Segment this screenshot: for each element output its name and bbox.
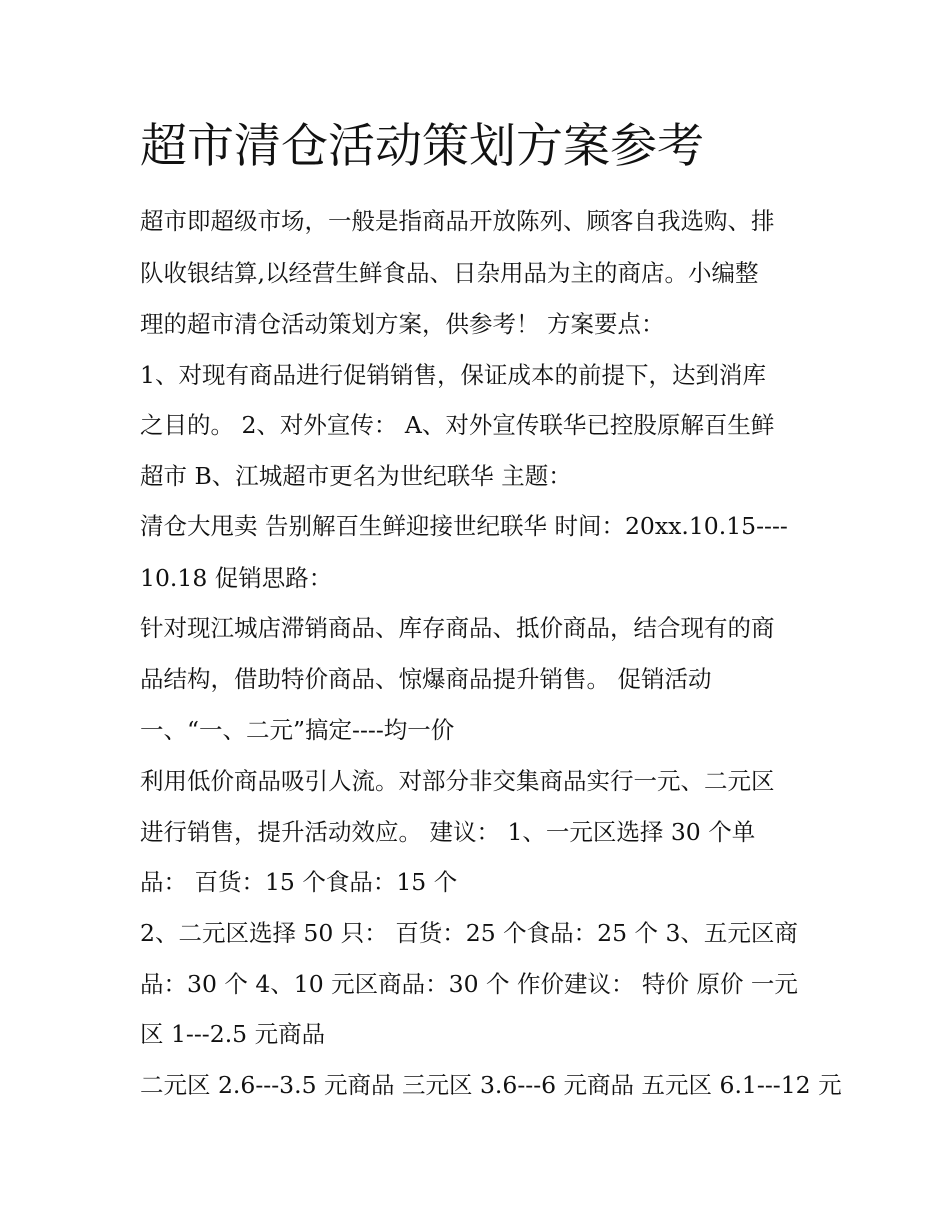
body-line: 进行销售，提升活动效应。 建议： 1、一元区选择 30 个单: [140, 818, 756, 846]
body-line: 1、对现有商品进行促销销售，保证成本的前提下，达到消库: [140, 361, 766, 389]
body-line: 利用低价商品吸引人流。对部分非交集商品实行一元、二元区: [140, 767, 775, 795]
body-line: 品结构，借助特价商品、惊爆商品提升销售。 促销活动: [140, 665, 712, 693]
body-line: 队收银结算,以经营生鲜食品、日杂用品为主的商店。小编整: [140, 259, 759, 287]
body-line: 二元区 2.6---3.5 元商品 三元区 3.6---6 元商品 五元区 6.1---12 元: [140, 1071, 842, 1099]
body-line: 之目的。 2、对外宣传： A、对外宣传联华已控股原解百生鲜: [140, 411, 775, 439]
body-line: 品：30 个 4、10 元区商品：30 个 作价建议： 特价 原价 一元: [140, 970, 798, 998]
body-line: 超市 B、江城超市更名为世纪联华 主题：: [140, 462, 572, 490]
body-line: 针对现江城店滞销商品、库存商品、抵价商品，结合现有的商: [140, 614, 775, 642]
body-line: 品： 百货：15 个食品：15 个: [140, 868, 458, 896]
body-line: 一、“一、二元”搞定----均一价: [140, 716, 455, 744]
document-title: 超市清仓活动策划方案参考: [140, 119, 704, 174]
body-line: 区 1---2.5 元商品: [140, 1020, 326, 1048]
body-line: 超市即超级市场，一般是指商品开放陈列、顾客自我选购、排: [140, 207, 775, 235]
body-line: 清仓大甩卖 告别解百生鲜迎接世纪联华 时间：20xx.10.15----: [140, 512, 788, 540]
body-line: 理的超市清仓活动策划方案，供参考！ 方案要点：: [140, 310, 665, 338]
body-line: 10.18 促销思路：: [140, 564, 333, 592]
body-line: 2、二元区选择 50 只： 百货：25 个食品：25 个 3、五元区商: [140, 919, 798, 947]
